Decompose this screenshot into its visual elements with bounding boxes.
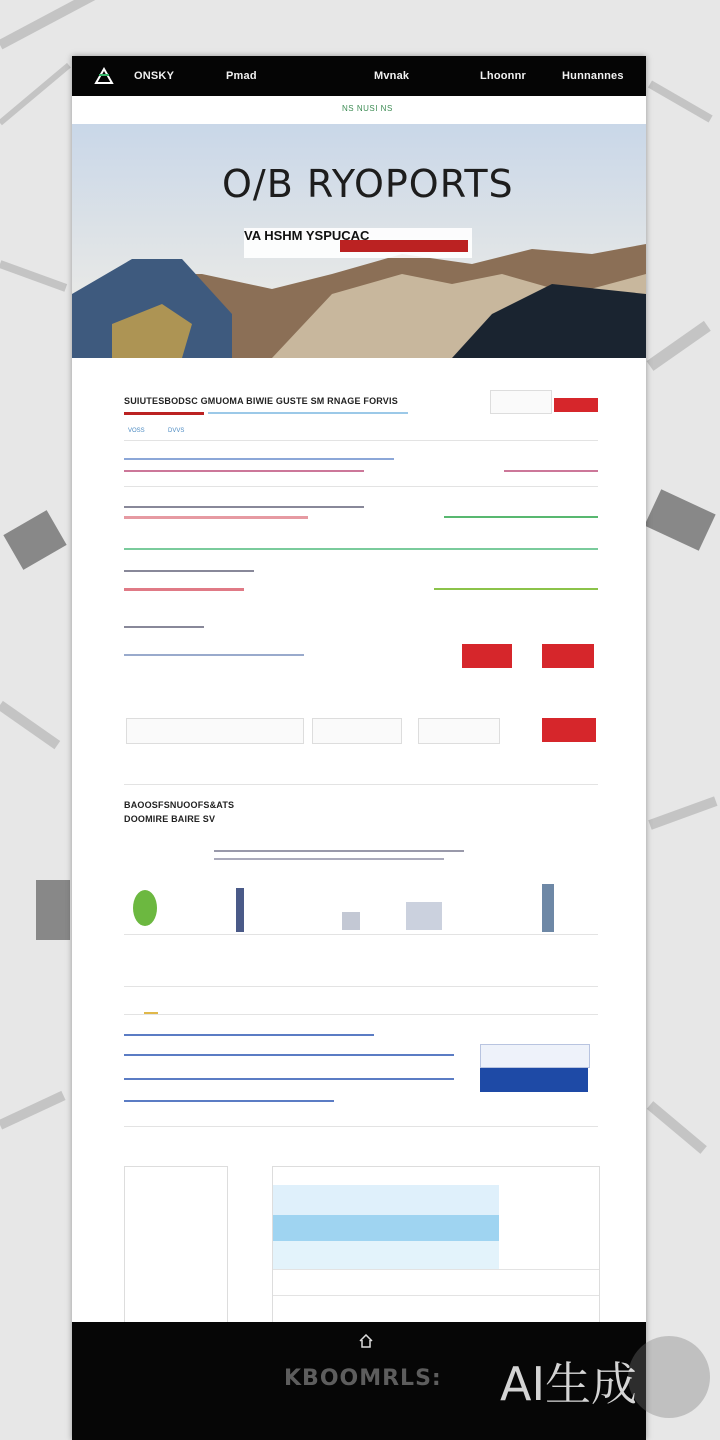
heading-underline [124,412,204,415]
data-row-1[interactable] [124,450,598,490]
watermark-text: AI生成 [500,1357,638,1411]
desc-line [214,850,464,852]
divider [124,1014,598,1015]
nav-item-5[interactable]: Hunnannes [562,70,624,82]
sub-bar-text[interactable]: NS NUSI NS [342,104,393,113]
left-table [124,1166,228,1324]
section-2-desc [124,846,598,864]
product-image[interactable] [542,884,554,932]
hero-subtitle: VA HSHM YSPUCAC [244,228,370,243]
footer-brand: KBOOMRLS: [284,1366,442,1391]
row-line [124,506,364,508]
divider [124,784,598,785]
nav-item-4[interactable]: Lhoonnr [480,70,526,82]
hero-title: O/B RYOPORTS [222,162,514,206]
section-1-header [124,396,598,420]
product-strip [124,884,598,940]
list-line[interactable] [124,1034,374,1036]
progress-bar-green [444,516,598,518]
red-thumb[interactable] [462,644,512,668]
list-line[interactable] [124,1100,334,1102]
card[interactable] [126,718,304,744]
highlight-row[interactable] [273,1215,499,1241]
row-line [124,470,364,472]
info-card[interactable] [480,1044,590,1068]
divider [124,440,598,441]
data-row-2[interactable] [124,502,598,562]
heading-underline-2 [208,412,408,414]
list-line[interactable] [124,1054,454,1056]
card[interactable] [418,718,500,744]
nav-item-1[interactable]: ONSKY [134,70,175,82]
divider [124,486,598,487]
nav-item-2[interactable]: Pmad [226,70,257,82]
section-2-subheading: DOOMIRE BAIRE SV [124,814,216,824]
section-2-header [124,800,598,840]
divider [124,986,598,987]
section-2-heading: BAOOSFSNUOOFS&ATS [124,800,235,810]
section-3-tabs [124,1000,598,1020]
right-table [272,1166,600,1324]
data-row-4[interactable] [124,622,598,682]
tab-2[interactable]: DVVS [168,428,185,434]
tab-1[interactable]: VOSS [128,428,145,434]
divider [273,1295,599,1296]
desc-line [214,858,444,860]
thumb-card[interactable] [490,390,552,414]
progress-bar-red [124,588,244,591]
red-thumb[interactable] [542,644,594,668]
progress-bar-red [124,516,308,519]
divider [124,934,598,935]
section-3-list [124,1030,598,1110]
card-row [124,714,598,744]
divider [124,1126,598,1127]
row-line [124,626,204,628]
sub-bar [72,96,646,125]
hero-banner [72,124,646,358]
tab-row [124,428,598,444]
data-row-3[interactable] [124,566,598,606]
row-line [124,570,254,572]
row-line [124,654,304,656]
highlight-row[interactable] [273,1185,499,1215]
bottom-panel [124,1162,598,1322]
web-page [72,56,646,1440]
red-tag[interactable] [554,398,598,412]
info-card-blue[interactable] [480,1068,588,1092]
section-1-heading: SUIUTESBODSC GMUOMA BIWIE GUSTE SM RNAGE FORVIS [124,396,398,406]
product-image[interactable] [236,888,244,932]
logo-icon[interactable] [94,67,114,85]
card[interactable] [312,718,402,744]
row-line [124,458,394,460]
nav-item-3[interactable]: Mvnak [374,70,410,82]
watermark-badge [628,1336,710,1418]
row-line [124,548,598,550]
progress-bar-green [434,588,598,590]
home-icon[interactable] [359,1334,373,1348]
product-image[interactable] [406,902,442,930]
divider [273,1269,599,1270]
product-image[interactable] [342,912,360,930]
red-card[interactable] [542,718,596,742]
highlight-row[interactable] [273,1241,499,1269]
top-nav [72,56,646,96]
list-line[interactable] [124,1078,454,1080]
plant-image [130,888,160,928]
row-line [504,470,598,472]
